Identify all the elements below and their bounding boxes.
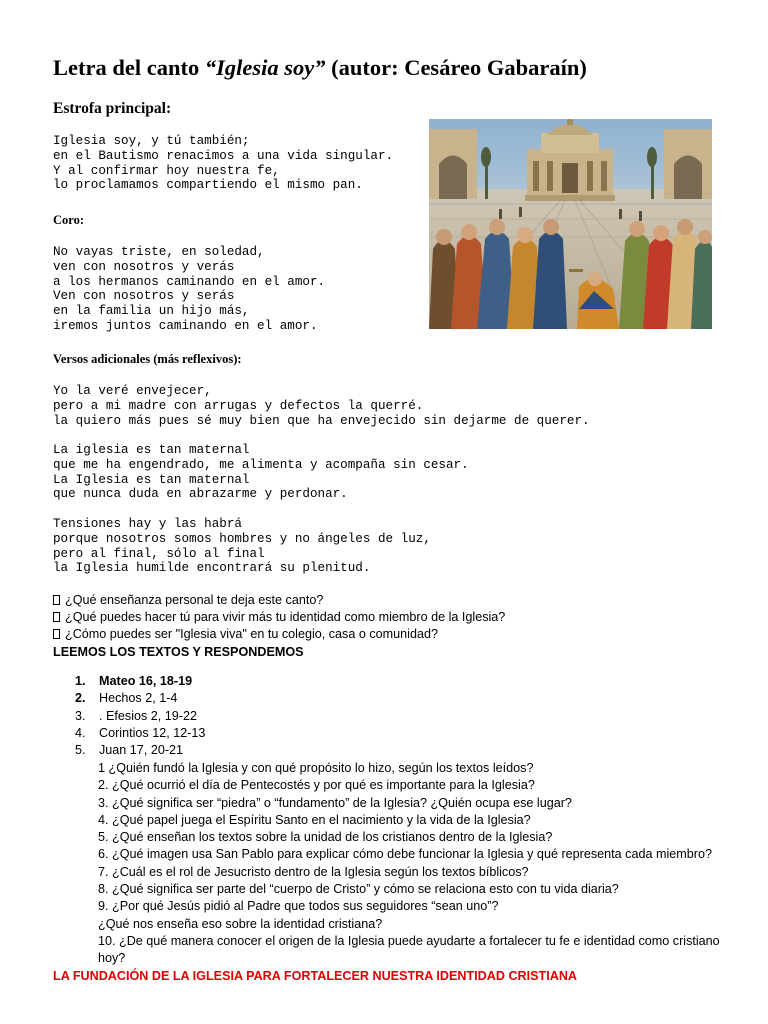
question-item: 7. ¿Cuál es el rol de Jesucristo dentro de la Iglesia según los textos bíblicos? [98,864,529,879]
missing-glyph-icon [53,595,60,605]
question-item: 5. ¿Qué enseñan los textos sobre la unidad de los cristianos dentro de la Iglesia? [98,830,553,845]
reference-item: 2. Hechos 2, 1-4 [75,691,178,706]
reference-list [75,673,205,759]
title-prefix: Letra del canto [53,55,205,80]
reflection-question: ¿Qué enseñanza personal te deja este canto? [53,593,323,607]
question-item: ¿Qué nos enseña eso sobre la identidad cristiana? [98,916,383,931]
question-item: 2. ¿Qué ocurrió el día de Pentecostés y por qué es importante para la Iglesia? [98,778,535,793]
reference-item: 5. Juan 17, 20-21 [75,743,184,758]
question-item: 8. ¿Qué significa ser parte del “cuerpo de Cristo” y cómo se relaciona esto con tu vida diaria? [98,882,619,897]
reference-item: 1. Mateo 16, 18-19 [75,674,193,688]
title-author: (autor: Cesáreo Gabaraín) [325,55,587,80]
section-heading-leemos: LEEMOS LOS TEXTOS Y RESPONDEMOS [53,645,304,659]
reflection-question: ¿Cómo puedes ser "Iglesia viva" en tu colegio, casa o comunidad? [53,627,438,641]
verse-1: Yo la veré envejecer, pero a mi madre con arrugas y defectos la querré. la quiero más pues sé muy bien que ha envejecido sin dejarme de querer. [53,384,590,428]
question-item: 3. ¿Qué significa ser “piedra” o “fundamento” de la Iglesia? ¿Quién ocupa ese lugar? [98,795,572,810]
missing-glyph-icon [53,612,60,622]
stanza-main: Iglesia soy, y tú también; en el Bautismo renacimos a una vida singular. Y al confirmar hoy nuestra fe, lo proclamamos compartiendo el mismo pan. [53,134,394,193]
reference-item: 4. Corintios 12, 12-13 [75,725,206,740]
heading-main-stanza: Estrofa principal: [53,100,172,117]
document-title [53,55,587,81]
question-item: 9. ¿Por qué Jesús pidió al Padre que todos sus seguidores “sean uno”? [98,899,499,914]
missing-glyph-icon [53,629,60,639]
verse-3: Tensiones hay y las habrá porque nosotros somos hombres y no ángeles de luz, pero al final, sólo al final la Iglesia humilde encontrará su plenitud. [53,517,431,576]
heading-versos-adicionales: Versos adicionales (más reflexivos): [53,352,242,366]
question-item: 6. ¿Qué imagen usa San Pablo para explicar cómo debe funcionar la Iglesia y qué representa cada miembro? [98,847,712,862]
question-item: 4. ¿Qué papel juega el Espíritu Santo en el nacimiento y la vida de la Iglesia? [98,812,531,827]
painting-illustration [429,119,712,329]
reference-item: 3. . Efesios 2, 19-22 [75,708,198,723]
stanza-coro: No vayas triste, en soledad, ven con nosotros y verás a los hermanos caminando en el amor. Ven con nosotros y serás en la familia un hijo más, iremos juntos caminando en el amor. [53,245,326,333]
question-list [98,760,738,968]
verse-2: La iglesia es tan maternal que me ha engendrado, me alimenta y acompaña sin cesar. La Iglesia es tan maternal que nunca duda en abrazarme y perdonar. [53,443,469,502]
title-song-name: “Iglesia soy” [204,55,326,80]
question-item: 1 ¿Quién fundó la Iglesia y con qué propósito lo hizo, según los textos leídos? [98,761,534,775]
heading-coro: Coro: [53,213,85,227]
footer-banner: LA FUNDACIÓN DE LA IGLESIA PARA FORTALECER NUESTRA IDENTIDAD CRISTIANA [53,969,578,983]
question-item: 10. ¿De qué manera conocer el origen de la Iglesia puede ayudarte a fortalecer tu fe e identidad como cristiano hoy? [98,933,720,966]
reflection-question: ¿Qué puedes hacer tú para vivir más tu identidad como miembro de la Iglesia? [53,610,505,624]
